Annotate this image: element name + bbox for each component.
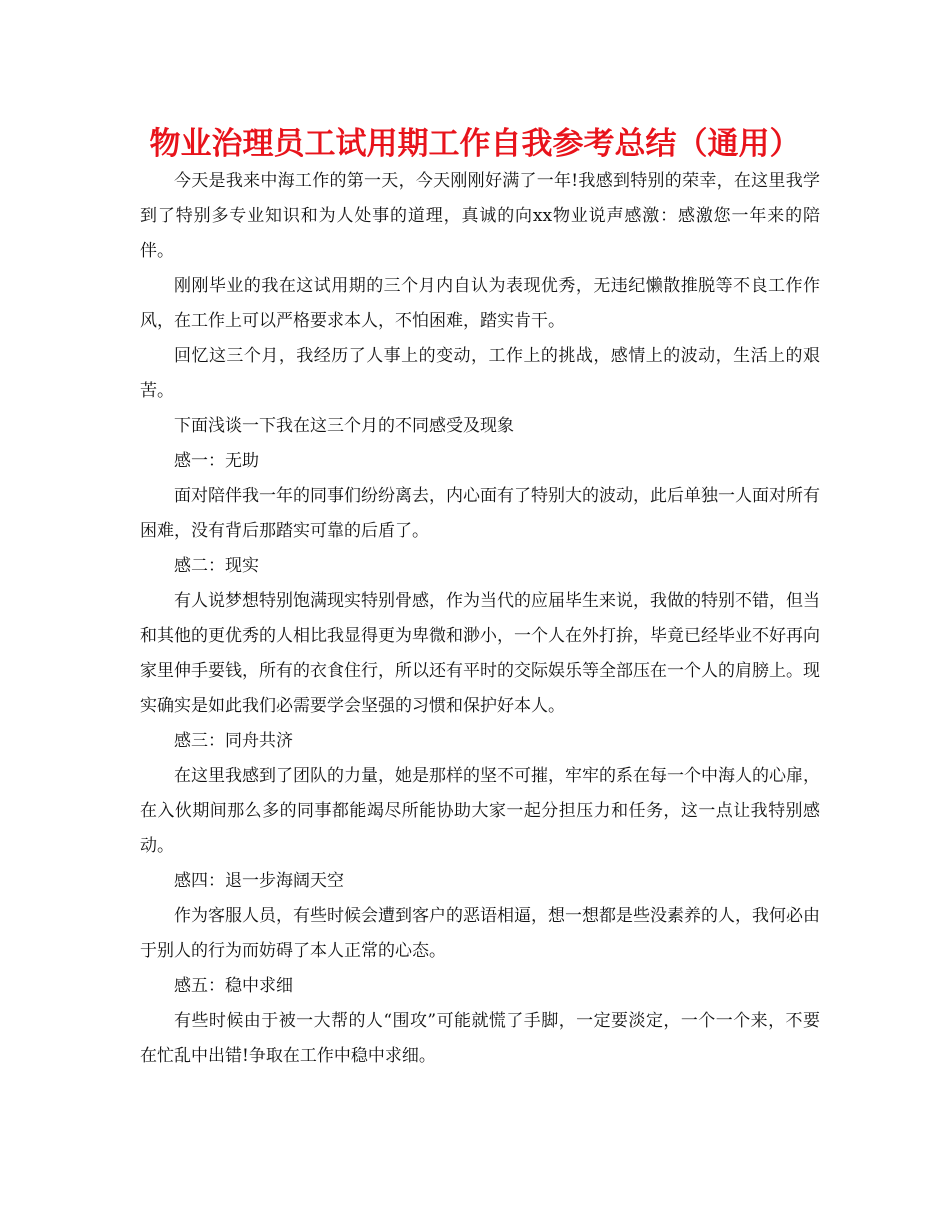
paragraph-overview: 下面浅谈一下我在这三个月的不同感受及现象	[174, 416, 514, 436]
paragraph-probation: 刚刚毕业的我在这试用期的三个月内自认为表现优秀，无违纪懒散推脱等不良工作作风，在工作上可以严格要求本人，不怕困难，踏实肯干。	[140, 276, 820, 331]
section-heading-3: 感三：同舟共济	[174, 731, 293, 751]
document-body	[140, 164, 820, 1074]
section-heading-1: 感一：无助	[174, 451, 259, 471]
paragraph-teamwork: 在这里我感到了团队的力量，她是那样的坚不可摧，牢牢的系在每一个中海人的心扉，在入伙期间那么多的同事都能竭尽所能协助大家一起分担压力和任务，这一点让我特别感动。	[140, 766, 820, 856]
paragraph-recall: 回忆这三个月，我经历了人事上的变动，工作上的挑战，感情上的波动，生活上的艰苦。	[140, 346, 820, 401]
paragraph-step-back: 作为客服人员，有些时候会遭到客户的恶语相逼，想一想都是些没素养的人，我何必由于别人的行为而妨碍了本人正常的心态。	[140, 906, 820, 961]
section-heading-4: 感四：退一步海阔天空	[174, 871, 344, 891]
paragraph-reality: 有人说梦想特别饱满现实特别骨感，作为当代的应届毕生来说，我做的特别不错，但当和其他的更优秀的人相比我显得更为卑微和渺小，一个人在外打拚，毕竟已经毕业不好再向家里伸手要钱，所有的衣食住行，所以还有平时的交际娱乐等全部压在一个人的肩膀上。现实确实是如此我们必需要学会坚强的习惯和保护好本人。	[140, 591, 820, 716]
document-title: 物业治理员工试用期工作自我参考总结（通用）	[149, 126, 801, 162]
paragraph-intro: 今天是我来中海工作的第一天，今天刚刚好满了一年!我感到特别的荣幸，在这里我学到了特别多专业知识和为人处事的道理，真诚的向xx物业说声感激：感激您一年来的陪伴。	[140, 171, 820, 261]
section-heading-5: 感五：稳中求细	[174, 976, 293, 996]
section-heading-2: 感二：现实	[174, 556, 259, 576]
paragraph-steady: 有些时候由于被一大帮的人“围攻”可能就慌了手脚，一定要淡定，一个一个来，不要在忙乱中出错!争取在工作中稳中求细。	[140, 1011, 820, 1066]
paragraph-helpless: 面对陪伴我一年的同事们纷纷离去，内心面有了特别大的波动，此后单独一人面对所有困难，没有背后那踏实可靠的后盾了。	[140, 486, 820, 541]
